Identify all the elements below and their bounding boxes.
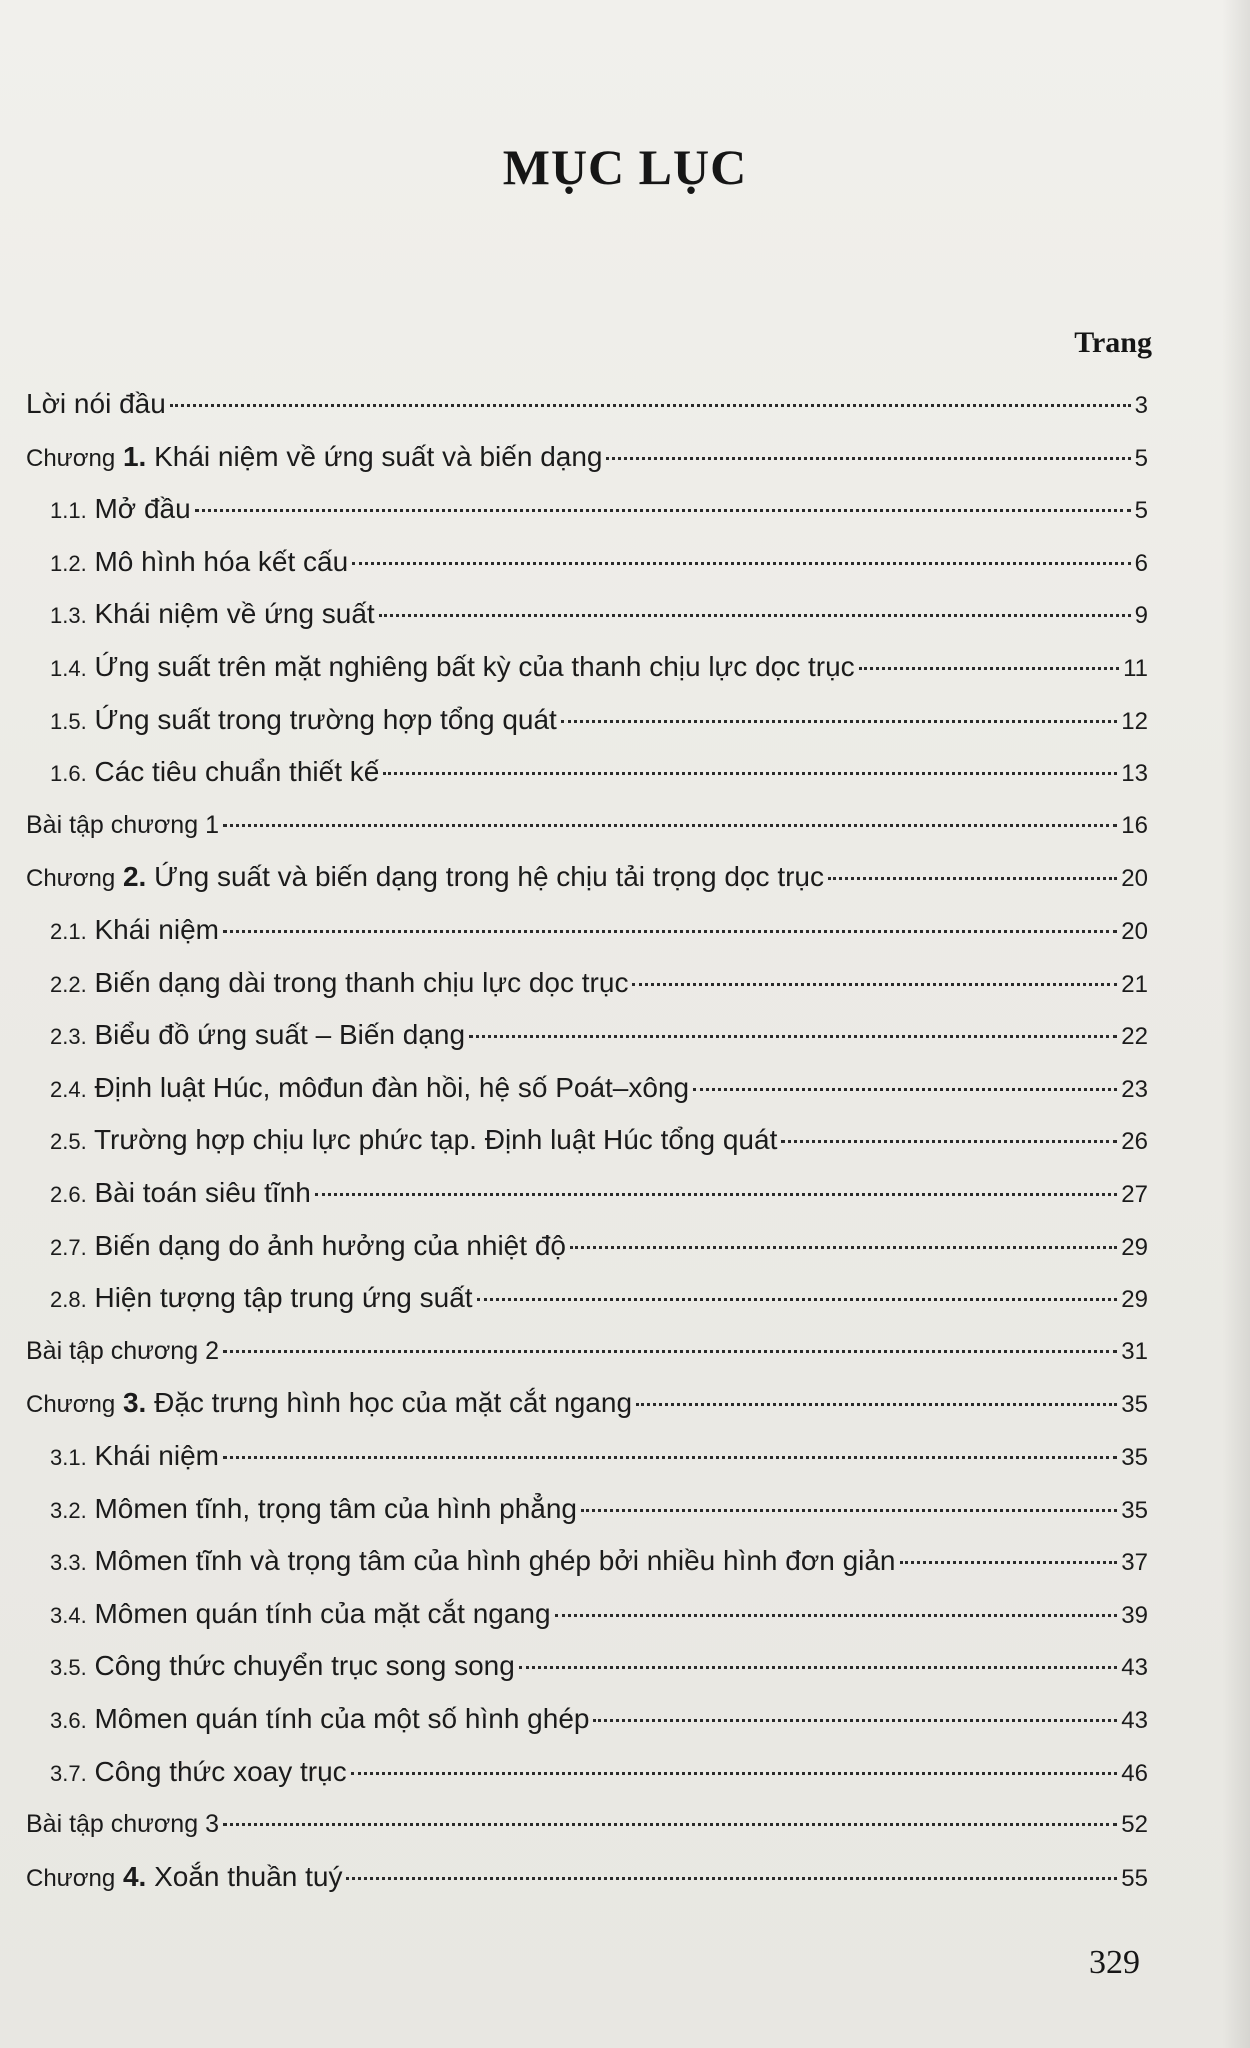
dot-leader [351,1771,1118,1775]
toc-page-number: 6 [1134,549,1148,577]
section-number: 3.1. [50,1445,87,1470]
toc-entry [50,1068,1148,1108]
chapter-prefix: Chương [26,1391,116,1419]
toc-entry-label [50,1278,473,1320]
dot-leader [570,1245,1117,1249]
section-number: 1.3. [50,603,87,629]
toc-entry [50,1226,1148,1266]
toc-entry-label [50,542,348,584]
toc-page-number: 43 [1121,1654,1148,1682]
toc-page-number: 20 [1121,865,1148,893]
dot-leader [223,823,1117,827]
toc-page-number: 39 [1121,1601,1148,1629]
toc-entry-label [26,384,166,424]
toc-page-number: 35 [1121,1444,1148,1471]
toc-page-number: 21 [1121,970,1148,998]
section-number: 2.6. [50,1182,87,1207]
chapter-title: Ứng suất và biến dạng trong hệ chịu tải trọng dọc trục [146,861,825,893]
toc-entry-label [50,1646,515,1688]
toc-entry-label [26,1331,219,1371]
section-title: Biến dạng do ảnh hưởng của nhiệt độ [86,1229,566,1261]
toc-entry [26,805,1148,845]
toc-entry [50,489,1148,529]
dot-leader [581,1508,1117,1512]
toc-entry-label [26,437,602,479]
section-title: Bài toán siêu tĩnh [86,1177,311,1208]
section-number: 2.1. [50,919,87,944]
section-number: 2.5. [50,1129,87,1155]
toc-page-number: 23 [1121,1075,1148,1103]
toc-page-number: 35 [1121,1496,1148,1524]
toc-entry [26,857,1148,897]
toc-entry [50,1436,1148,1476]
toc-entry-label [50,1068,689,1110]
exercise-title: Bài tập chương 3 [26,1810,219,1839]
dot-leader [352,561,1130,565]
dot-leader [593,1718,1117,1722]
toc-entry [50,1173,1148,1213]
section-title: Hiện tượng tập trung ứng suất [86,1282,473,1314]
section-title: Ứng suất trên mặt nghiêng bất kỳ của thanh chịu lực dọc trục [86,651,855,682]
page-column-header: Trang [1074,326,1152,359]
dot-leader [379,613,1131,617]
toc-entry-label [50,1226,566,1268]
section-title: Trường hợp chịu lực phức tạp. Định luật Húc tổng quát [86,1124,778,1156]
section-number: 2.3. [50,1024,87,1050]
toc-entry-label [50,647,855,689]
dot-leader [519,1665,1117,1669]
section-title: Biểu đồ ứng suất – Biến dạng [86,1019,466,1051]
toc-entry [50,1278,1148,1318]
dot-leader [469,1034,1117,1038]
section-number: 3.3. [50,1550,87,1576]
toc-entry [50,1646,1148,1686]
toc-page-number: 13 [1121,760,1148,788]
section-number: 3.2. [50,1497,87,1523]
toc-entry [50,700,1148,740]
toc-page-number: 52 [1121,1811,1148,1839]
dot-leader [693,1087,1117,1091]
section-number: 1.5. [50,708,87,734]
dot-leader [346,1876,1117,1880]
toc-entry [26,1857,1148,1897]
toc-entry-label [50,910,219,952]
toc-page-number: 5 [1134,444,1148,472]
toc-entry [26,1804,1148,1844]
toc-page-number: 9 [1134,602,1148,630]
chapter-prefix: Chương [26,1864,116,1892]
chapter-number: 4. [115,1860,147,1892]
section-number: 3.6. [50,1708,87,1733]
toc-entry-label [50,700,557,742]
toc-page-number: 22 [1121,1023,1148,1051]
dot-leader [561,719,1117,723]
dot-leader [859,666,1119,670]
section-number: 2.8. [50,1287,87,1313]
section-number: 1.4. [50,656,87,681]
chapter-title: Khái niệm về ứng suất và biến dạng [146,440,603,472]
exercise-title: Bài tập chương 1 [26,810,219,839]
toc-entry-label [50,1173,311,1215]
dot-leader [223,1822,1117,1826]
dot-leader [383,771,1117,775]
dot-leader [828,876,1117,880]
exercise-title: Bài tập chương 2 [26,1336,219,1365]
toc-entry-label [50,1752,347,1794]
section-title: Mômen quán tính của một số hình ghép [86,1703,590,1734]
toc-page-number: 55 [1121,1864,1148,1892]
dot-leader [315,1192,1117,1196]
toc-page-number: 29 [1121,1286,1148,1314]
dot-leader [781,1139,1117,1143]
section-number: 2.4. [50,1076,87,1102]
toc-entry-label [50,1594,551,1636]
section-number: 3.7. [50,1760,87,1786]
chapter-prefix: Chương [26,444,116,472]
toc-entry-label [50,963,628,1005]
toc-entry [50,1541,1148,1581]
toc-entry [50,1752,1148,1792]
dot-leader [223,1455,1117,1459]
toc-entry [50,963,1148,1003]
section-title: Khái niệm về ứng suất [86,598,375,630]
section-title: Công thức xoay trục [86,1755,347,1787]
dot-leader [170,403,1131,407]
section-number: 2.2. [50,971,87,997]
toc-entry [26,384,1148,424]
toc-page-number: 43 [1121,1707,1148,1734]
toc-page-number: 5 [1134,497,1148,525]
section-title: Mô hình hóa kết cấu [86,545,349,577]
section-title: Mômen tĩnh, trọng tâm của hình phẳng [86,1492,578,1524]
chapter-prefix: Chương [26,865,116,893]
dot-leader [223,1349,1117,1353]
toc-entry [50,1120,1148,1160]
section-number: 1.1. [50,498,87,524]
toc-entry [50,542,1148,582]
toc-page-number: 29 [1121,1233,1148,1261]
section-title: Khái niệm [86,914,219,945]
section-number: 2.7. [50,1234,87,1260]
chapter-number: 2. [115,861,147,893]
toc-entry-label [26,1857,342,1899]
toc-page-number: 20 [1121,918,1148,945]
page-title: MỤC LỤC [502,139,748,195]
toc-entry-label [26,805,219,845]
dot-leader [606,456,1130,460]
page-number: 329 [1089,1944,1140,1981]
dot-leader [195,508,1131,512]
section-title: Định luật Húc, môđun đàn hồi, hệ số Poát–xông [86,1071,690,1103]
toc-entry-label [26,857,824,899]
section-number: 3.4. [50,1602,87,1628]
toc-entry [26,1383,1148,1423]
toc-page-number: 11 [1123,655,1148,682]
toc-entry-label [50,594,375,636]
toc-entry [50,1489,1148,1529]
toc-page-number: 46 [1121,1759,1148,1787]
toc-entry-label [50,1489,577,1531]
section-number: 1.6. [50,761,87,787]
toc-entry-label [26,1383,632,1425]
toc-page-number: 37 [1121,1549,1148,1577]
chapter-title: Đặc trưng hình học của mặt cắt ngang [146,1387,633,1419]
toc-entry [50,594,1148,634]
toc-entry [50,1594,1148,1634]
toc-page-number: 35 [1121,1391,1148,1419]
toc-entry [50,1699,1148,1739]
toc-entry-label [50,1015,465,1057]
toc-page-number: 31 [1121,1337,1148,1365]
chapter-number: 1. [115,440,147,472]
toc-entry-label [50,752,379,794]
toc-entry [50,910,1148,950]
section-title: Biến dạng dài trong thanh chịu lực dọc trục [86,966,629,998]
toc-entry [26,437,1148,477]
toc-entry-label [50,1436,219,1478]
dot-leader [223,929,1117,933]
toc-entry-label [50,1120,777,1162]
front-matter-title: Lời nói đầu [26,388,166,419]
toc-entry-label [26,1804,219,1844]
dot-leader [555,1613,1118,1617]
toc-entry-label [50,489,191,531]
toc-page-number: 12 [1121,707,1148,735]
section-title: Mở đầu [86,493,191,525]
toc-entry [50,1015,1148,1055]
toc-entry-label [50,1699,589,1741]
toc-entry [50,752,1148,792]
section-title: Khái niệm [86,1440,219,1471]
dot-leader [632,982,1117,986]
toc-entry [50,647,1148,687]
chapter-title: Xoắn thuần tuý [146,1860,343,1892]
toc-entry-label [50,1541,896,1583]
section-title: Công thức chuyển trục song song [86,1650,515,1682]
dot-leader [477,1297,1118,1301]
toc-page-number: 16 [1121,811,1148,839]
section-title: Các tiêu chuẩn thiết kế [86,756,380,788]
toc-page-number: 26 [1121,1128,1148,1156]
dot-leader [636,1402,1117,1406]
section-title: Ứng suất trong trường hợp tổng quát [86,703,557,735]
section-number: 3.5. [50,1655,87,1681]
chapter-number: 3. [115,1387,147,1419]
toc-page-number: 27 [1121,1181,1148,1208]
dot-leader [900,1560,1118,1564]
section-title: Mômen tĩnh và trọng tâm của hình ghép bởi nhiều hình đơn giản [86,1545,896,1577]
section-title: Mômen quán tính của mặt cắt ngang [86,1597,551,1629]
toc-page-number: 3 [1134,392,1148,419]
toc-entry [26,1331,1148,1371]
section-number: 1.2. [50,550,87,576]
